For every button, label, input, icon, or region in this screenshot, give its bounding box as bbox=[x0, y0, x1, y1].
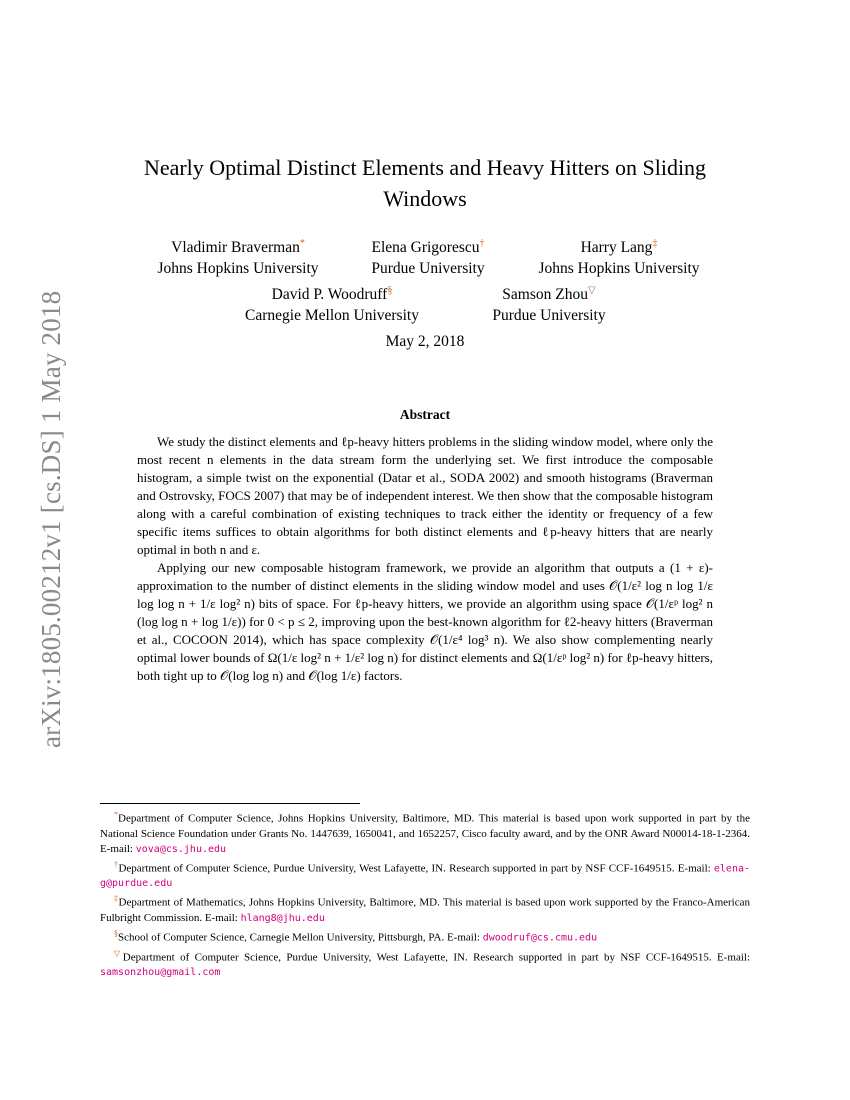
footnote-text: Department of Computer Science, Purdue University, West Lafayette, IN. Research supported in part by NSF CCF-1649515. E-mail: bbox=[118, 862, 714, 875]
footnote-text: Department of Mathematics, Johns Hopkins University, Baltimore, MD. This material is based upon work supported by the Franco-American Fulbright Commission. E-mail: bbox=[100, 896, 751, 924]
footnote bbox=[100, 946, 750, 981]
author-footnote-mark[interactable]: * bbox=[299, 238, 305, 249]
footnote-mark: † bbox=[114, 859, 119, 869]
abstract-body bbox=[137, 433, 713, 685]
email-link[interactable]: elena-g@purdue.edu bbox=[100, 863, 751, 890]
abstract-heading: Abstract bbox=[399, 407, 451, 422]
author-affiliation: Carnegie Mellon University bbox=[245, 307, 419, 325]
email-link[interactable]: hlang8@jhu.edu bbox=[240, 912, 325, 924]
author-name: Harry Lang bbox=[580, 239, 653, 257]
email-link[interactable]: samsonzhou@gmail.com bbox=[100, 967, 221, 979]
paper-date: May 2, 2018 bbox=[385, 333, 465, 350]
footnote-mark: § bbox=[114, 928, 118, 938]
author-footnote-mark[interactable]: ▽ bbox=[587, 285, 596, 296]
footnote bbox=[100, 926, 750, 946]
abstract-paragraph: We study the distinct elements and ℓp-heavy hitters problems in the sliding window model, where only the most recent n elements in the data stream form the underlying set. We first introduce the composable histogram, a simple twist on the exponential (Datar et al., SODA 2002) and smooth histograms (Braverman and Ostrovsky, FOCS 2007) that may be of independent interest. We then show that the composable histogram along with a careful combination of existing techniques to track either the identity or frequency of a few specific items suffices to obtain algorithms for both distinct elements and ℓp-heavy hitters that are nearly optimal in both n and ε. bbox=[137, 434, 713, 557]
author-block bbox=[212, 280, 452, 326]
abstract-paragraph: Applying our new composable histogram framework, we provide an algorithm that outputs a (1 + ε)-approximation to the number of distinct elements in the sliding window model and uses 𝒪(1/ε² log n log 1/ε log log n + 1/ε log² n) bits of space. For ℓp-heavy hitters, we provide an algorithm using space 𝒪(1/εᵖ log² n (log log n + log 1/ε)) for 0 < p ≤ 2, improving upon the best-known algorithm for ℓ2-heavy hitters (Braverman et al., COCOON 2014), which has space complexity 𝒪(1/ε⁴ log³ n). We also show complementing nearly optimal lower bounds of Ω(1/ε log² n + 1/ε² log n) for distinct elements and Ω(1/εᵖ log² n) for ℓp-heavy hitters, both tight up to 𝒪(log log n) and 𝒪(log 1/ε) factors. bbox=[137, 560, 713, 683]
author-affiliation: Johns Hopkins University bbox=[538, 260, 700, 278]
footnotes bbox=[100, 807, 750, 980]
author-footnote-mark[interactable]: § bbox=[387, 285, 393, 296]
author-footnote-mark[interactable]: † bbox=[479, 238, 485, 249]
footnote-text: Department of Computer Science, Purdue University, West Lafayette, IN. Research supported in part by NSF CCF-1649515. E-mail: bbox=[122, 951, 751, 964]
footnote-mark: * bbox=[114, 810, 118, 819]
author-name: Elena Grigorescu bbox=[371, 239, 480, 257]
footnote-mark: ‡ bbox=[114, 894, 119, 904]
author-block bbox=[499, 233, 739, 279]
footnote-mark: ▽ bbox=[114, 948, 123, 958]
footnote bbox=[100, 857, 750, 892]
author-name: Samson Zhou bbox=[502, 286, 588, 304]
footnote bbox=[100, 807, 750, 857]
author-block bbox=[429, 280, 669, 326]
footnote bbox=[100, 891, 750, 926]
author-name: Vladimir Braverman bbox=[171, 239, 300, 257]
email-link[interactable]: vova@cs.jhu.edu bbox=[135, 843, 227, 855]
author-affiliation: Purdue University bbox=[492, 307, 606, 325]
footnote-divider bbox=[100, 803, 360, 804]
author-affiliation: Purdue University bbox=[371, 260, 485, 278]
author-name: David P. Woodruff bbox=[271, 286, 388, 304]
paper-title: Nearly Optimal Distinct Elements and Heavy Hitters on Sliding Windows bbox=[143, 155, 707, 211]
arxiv-stamp-text: arXiv:1805.00212v1 [cs.DS] 1 May 2018 bbox=[36, 290, 66, 748]
author-footnote-mark[interactable]: ‡ bbox=[652, 238, 658, 249]
footnote-text: Department of Computer Science, Johns Hopkins University, Baltimore, MD. This material is based upon work supported in part by the National Science Foundation under Grants No. 1447639, 1650041, and 1652257, Cisco faculty award, and by the ONR Award N00014-18-1-2364. E-mail: bbox=[100, 812, 750, 855]
email-link[interactable]: dwoodruf@cs.cmu.edu bbox=[482, 932, 598, 944]
footnote-text: School of Computer Science, Carnegie Mellon University, Pittsburgh, PA. E-mail: bbox=[118, 931, 483, 944]
author-affiliation: Johns Hopkins University bbox=[157, 260, 319, 278]
